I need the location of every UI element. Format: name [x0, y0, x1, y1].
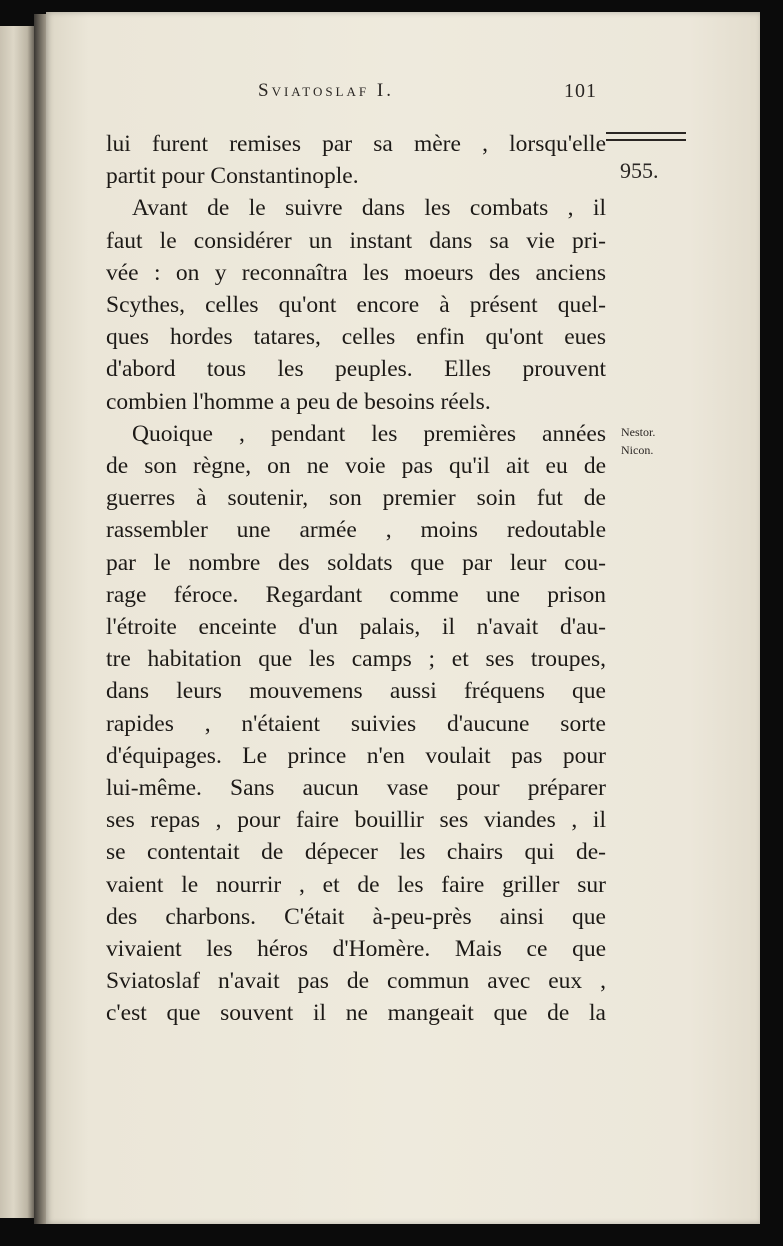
text-line: l'étroite enceinte d'un palais, il n'avait d'au- — [106, 614, 606, 641]
text-line: Quoique , pendant les premières années — [132, 420, 606, 447]
text-line: dans leurs mouvemens aussi fréquens que — [106, 678, 606, 705]
text-line: vivaient les héros d'Homère. Mais ce que — [106, 936, 606, 963]
text-line: rapides , n'étaient suivies d'aucune sorte — [106, 710, 606, 737]
text-line: vée : on y reconnaîtra les moeurs des anciens — [106, 259, 606, 286]
text-line: d'équipages. Le prince n'en voulait pas pour — [106, 742, 606, 769]
margin-rule — [606, 132, 686, 141]
text-line: guerres à soutenir, son premier soin fut de — [106, 485, 606, 512]
margin-source-line: Nicon. — [621, 443, 654, 457]
margin-year: 955. — [620, 158, 659, 183]
margin-source-note — [621, 423, 655, 459]
text-line: vaient le nourrir , et de les faire griller sur — [106, 871, 606, 898]
text-line: ses repas , pour faire bouillir ses viandes , il — [106, 807, 606, 834]
body-text — [106, 128, 606, 1030]
text-line: rage féroce. Regardant comme une prison — [106, 581, 606, 608]
text-line: d'abord tous les peuples. Elles prouvent — [106, 356, 606, 383]
text-line: combien l'homme a peu de besoins réels. — [106, 388, 491, 415]
text-line: Scythes, celles qu'ont encore à présent quel- — [106, 292, 606, 319]
page-header — [258, 80, 603, 108]
page-number: 101 — [564, 80, 597, 102]
text-line: Avant de le suivre dans les combats , il — [132, 195, 606, 222]
text-line: ques hordes tatares, celles enfin qu'ont eues — [106, 324, 606, 351]
text-line: rassembler une armée , moins redoutable — [106, 517, 606, 544]
text-line: Sviatoslaf n'avait pas de commun avec eux , — [106, 968, 606, 995]
text-line: faut le considérer un instant dans sa vie pri- — [106, 227, 606, 254]
text-line: partit pour Constantinople. — [106, 163, 359, 190]
scan-border — [760, 16, 783, 1220]
text-line: se contentait de dépecer les chairs qui de- — [106, 839, 606, 866]
text-line: de son règne, on ne voie pas qu'il ait eu de — [106, 453, 606, 480]
text-line: c'est que souvent il ne mangeait que de la — [106, 1000, 606, 1027]
margin-source-line: Nestor. — [621, 425, 656, 439]
text-line: lui-même. Sans aucun vase pour préparer — [106, 775, 606, 802]
text-line: par le nombre des soldats que par leur cou- — [106, 549, 606, 576]
running-head: Sviatoslaf I. — [258, 80, 394, 101]
text-line: tre habitation que les camps ; et ses troupes, — [106, 646, 606, 673]
text-line: des charbons. C'était à-peu-près ainsi que — [106, 903, 606, 930]
left-page-edge — [0, 26, 34, 1218]
text-line: lui furent remises par sa mère , lorsqu'elle — [106, 131, 606, 157]
